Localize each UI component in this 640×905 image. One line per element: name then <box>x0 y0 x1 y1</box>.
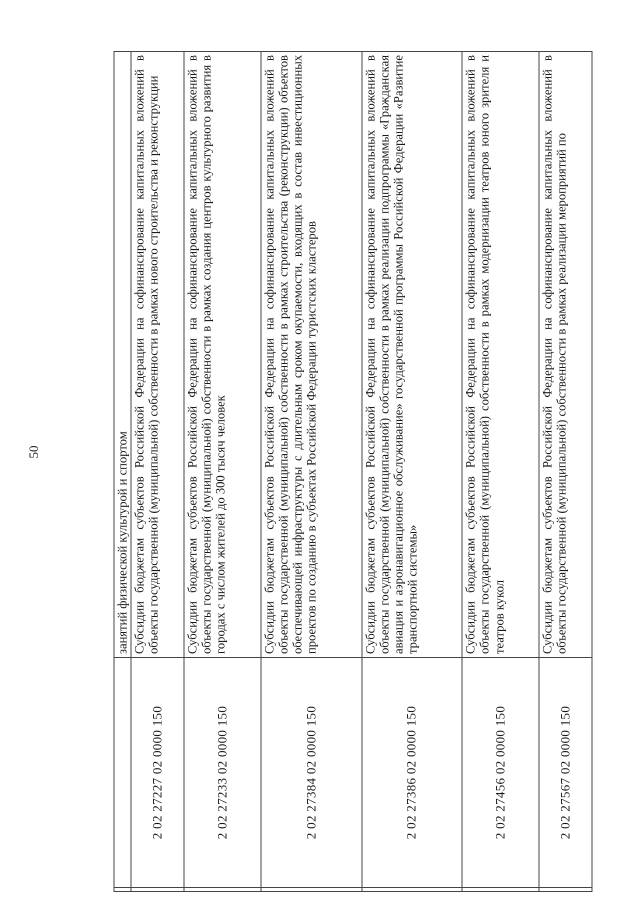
table-row <box>184 52 261 892</box>
table-cell-spacer <box>539 888 592 892</box>
budget-code: 2 02 27386 02 0000 150 <box>361 658 462 888</box>
continuation-text: занятий физической культурой и спортом <box>114 52 131 658</box>
budget-code: 2 02 27384 02 0000 150 <box>260 658 361 888</box>
page-number: 50 <box>26 445 41 459</box>
row-description: Субсидии бюджетам субъектов Российской Федерации на софинансирование капитальных вложений в объекты государственной (муниципальной) собственности в рамках реализации подпрограммы «Гражданская авиация и аэронавигационное обслуживание» государственной программы Российской Федерации «Развитие транспортной системы» <box>361 52 462 658</box>
budget-code: 2 02 27567 02 0000 150 <box>539 658 592 888</box>
row-description: Субсидии бюджетам субъектов Российской Федерации на софинансирование капитальных вложений в объекты государственной (муниципальной) собственности в рамках модернизации театров юного зрителя и театров кукол <box>462 52 539 658</box>
table-row <box>260 52 361 892</box>
table-cell-spacer <box>462 888 539 892</box>
row-description: Субсидии бюджетам субъектов Российской Федерации на софинансирование капитальных вложений в объекты государственной (муниципальной) собственности в рамках нового строительства и реконструкции <box>131 52 184 658</box>
table-cell-spacer <box>114 888 131 892</box>
budget-code: 2 02 27233 02 0000 150 <box>184 658 261 888</box>
table-cell-empty-code <box>114 658 131 888</box>
continuation-row <box>114 52 131 892</box>
table-row <box>131 52 184 892</box>
table-cell-spacer <box>184 888 261 892</box>
budget-code: 2 02 27456 02 0000 150 <box>462 658 539 888</box>
table-row <box>539 52 592 892</box>
table-cell-spacer <box>131 888 184 892</box>
subsidies-table <box>113 51 592 892</box>
table-row <box>462 52 539 892</box>
row-description: Субсидии бюджетам субъектов Российской Федерации на софинансирование капитальных вложений в объекты государственной (муниципальной) собственности в рамках создания центров культурного развития в городах с числом жителей до 300 тысяч человек <box>184 52 261 658</box>
row-description: Субсидии бюджетам субъектов Российской Федерации на софинансирование капитальных вложений в объекты государственной (муниципальной) собственности в рамках реализации мероприятий по <box>539 52 592 658</box>
row-description: Субсидии бюджетам субъектов Российской Федерации на софинансирование капитальных вложений в объекты государственной (муниципальной) собственности в рамках строительства (реконструкции) объектов обеспечивающей инфраструктуры с длительным сроком окупаемости, входящих в состав инвестиционных проектов по созданию в субъектах Российской Федерации туристских кластеров <box>260 52 361 658</box>
budget-code: 2 02 27227 02 0000 150 <box>131 658 184 888</box>
table-row <box>361 52 462 892</box>
table-cell-spacer <box>361 888 462 892</box>
table-cell-spacer <box>260 888 361 892</box>
table-rotated-container <box>113 52 592 892</box>
